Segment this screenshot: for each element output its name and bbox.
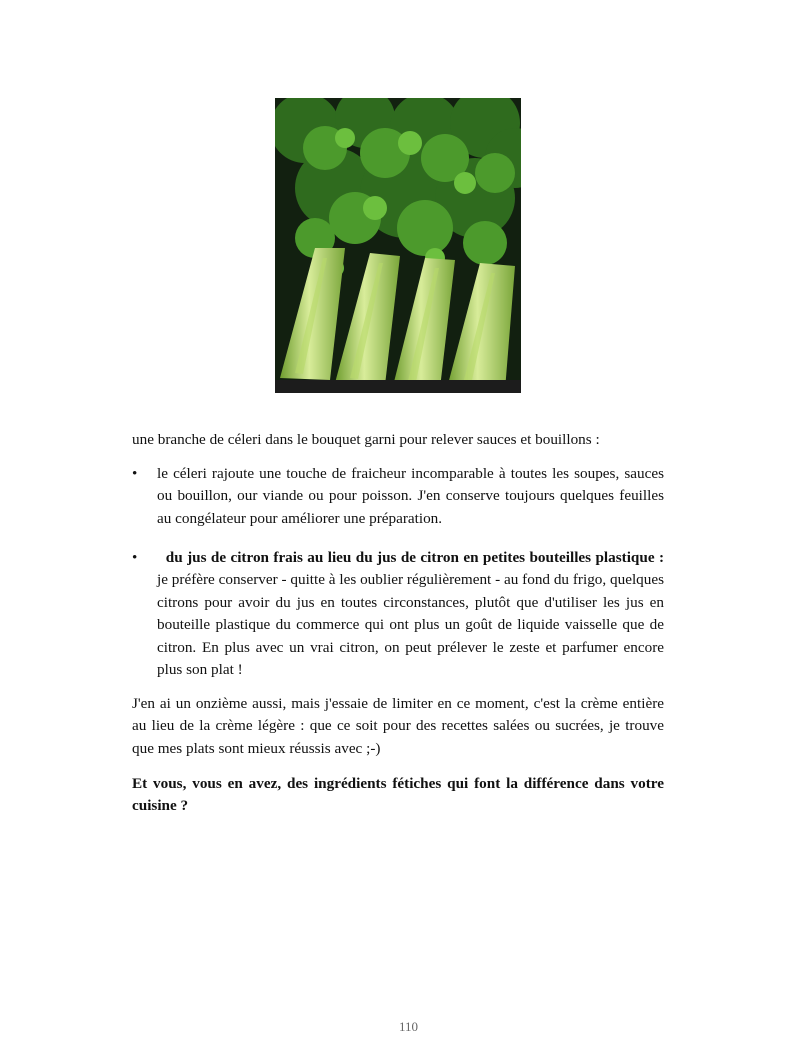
body-paragraph: J'en ai un onzième aussi, mais j'essaie de limiter en ce moment, c'est la crème entière au lieu de la crème légère : que ce soit pour des recettes salées ou sucrées, je trouve que mes plats sont mieux réussis avec ;-) (132, 695, 664, 757)
list-item (132, 463, 664, 530)
list-item-text: je préfère conserver - quitte à les oublier régulièrement - au fond du frigo, quelques citrons pour avoir du jus en toutes circonstances, plutôt que d'utiliser les jus en bouteille plastique du commerce qui ont plus un goût de liquide vaisselle que de citron. En plus avec un vrai citron, on peut prélever le zeste et parfumer encore plus son plat ! (157, 571, 664, 679)
closing-question: Et vous, vous en avez, des ingrédients fétiches qui font la différence dans votre cuisine ? (132, 775, 664, 815)
celery-photo (275, 98, 521, 393)
list-item-bold: du jus de citron frais au lieu du jus de citron en petites bouteilles plastique : (165, 549, 665, 566)
list-item-text: le céleri rajoute une touche de fraicheur incomparable à toutes les soupes, sauces ou bouillon, our viande ou pour poisson. J'en conserve toujours quelques feuilles au congélateur pour améliorer une préparation. (157, 465, 664, 527)
page-number: 110 (398, 1019, 419, 1034)
list-item-body (157, 547, 664, 681)
list-item (132, 547, 664, 681)
bullet-marker: • (132, 549, 138, 566)
intro-paragraph: une branche de céleri dans le bouquet garni pour relever sauces et bouillons : (132, 431, 600, 448)
bullet-marker: • (132, 465, 138, 482)
